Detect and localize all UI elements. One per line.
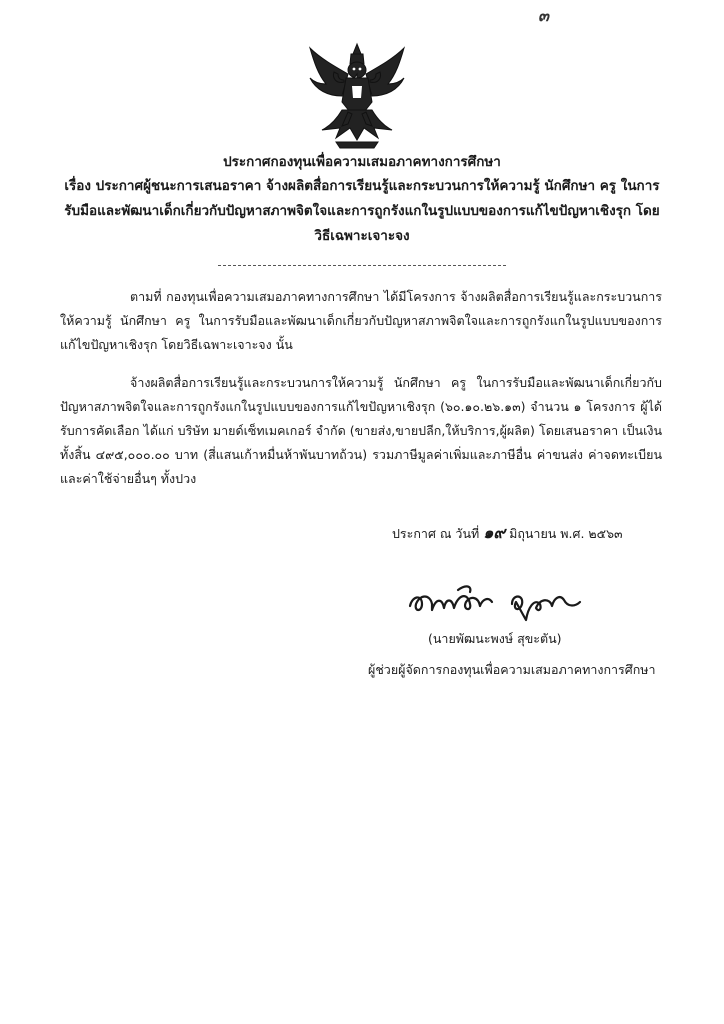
document-title: ประกาศกองทุนเพื่อความเสมอภาคทางการศึกษา bbox=[223, 154, 501, 170]
body-paragraph-2: จ้างผลิตสื่อการเรียนรู้และกระบวนการให้ความรู้ นักศึกษา ครู ในการรับมือและพัฒนาเด็กเกี่ยวกับปัญหาสภาพจิตใจและการถูกรังแกในรูปแบบของการแก้ไขปัญหาเชิงรุก (๖๐.๑๐.๒๖.๑๓) จำนวน ๑ โครงการ ผู้ได้รับการคัดเลือก ได้แก่ บริษัท มายด์เซ็ทเมคเกอร์ จำกัด (ขายส่ง,ขายปลีก,ให้บริการ,ผู้ผลิต) โดยเสนอราคา เป็นเงินทั้งสิ้น ๔๙๕,๐๐๐.๐๐ บาท (สี่แสนเก้าหมื่นห้าพันบาทถ้วน) รวมภาษีมูลค่าเพิ่มและภาษีอื่น ค่าขนส่ง ค่าจดทะเบียน และค่าใช้จ่ายอื่นๆ ทั้งปวง bbox=[60, 375, 662, 486]
signer-position: ผู้ช่วยผู้จัดการกองทุนเพื่อความเสมอภาคทางการศึกษา bbox=[368, 662, 656, 677]
announcement-month-year: มิถุนายน พ.ศ. ๒๕๖๓ bbox=[509, 526, 623, 541]
garuda-emblem-icon bbox=[306, 40, 408, 150]
announcement-day: ๑๙ bbox=[483, 523, 506, 542]
signer-name: (นายพัฒนะพงษ์ สุขะตัน) bbox=[428, 631, 562, 646]
announcement-date bbox=[392, 521, 623, 546]
page-number: ๓ bbox=[538, 6, 549, 25]
divider bbox=[218, 265, 506, 266]
document-subject: เรื่อง ประกาศผู้ชนะการเสนอราคา จ้างผลิตสื่อการเรียนรู้และกระบวนการให้ความรู้ นักศึกษา ครู ในการรับมือและพัฒนาเด็กเกี่ยวกับปัญหาสภาพจิตใจและการถูกรังแกในรูปแบบของการแก้ไขปัญหาเชิงรุก โดยวิธีเฉพาะเจาะจง bbox=[64, 178, 660, 244]
body-paragraph-1: ตามที่ กองทุนเพื่อความเสมอภาคทางการศึกษา ได้มีโครงการ จ้างผลิตสื่อการเรียนรู้และกระบวนการให้ความรู้ นักศึกษา ครู ในการรับมือและพัฒนาเด็กเกี่ยวกับปัญหาสภาพจิตใจและการถูกรังแกในรูปแบบของการแก้ไขปัญหาเชิงรุก โดยวิธีเฉพาะเจาะจง นั้น bbox=[60, 289, 662, 352]
handwritten-signature bbox=[400, 580, 600, 630]
announcement-prefix: ประกาศ ณ วันที่ bbox=[392, 526, 480, 541]
